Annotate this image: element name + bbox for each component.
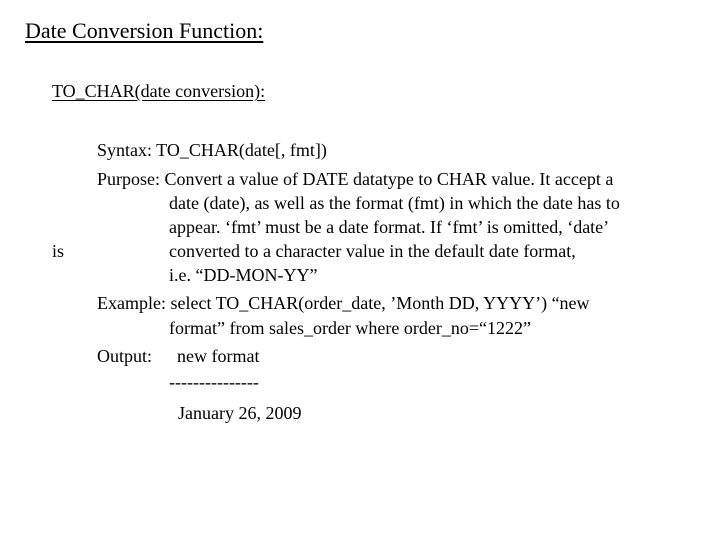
purpose-line-3: appear. ‘fmt’ must be a date format. If ‘fmt’ is omitted, ‘date’: [169, 217, 610, 237]
example-line-2: format” from sales_order where order_no=“1222”: [169, 318, 532, 338]
output-separator: ---------------: [169, 372, 259, 392]
purpose-line-1: Purpose: Convert a value of DATE datatype to CHAR value. It accept a: [97, 169, 614, 189]
section-heading: TO_CHAR(date conversion):: [52, 81, 266, 101]
output-value: January 26, 2009: [178, 403, 302, 423]
purpose-line-5: i.e. “DD-MON-YY”: [169, 265, 318, 285]
output-column-header: new format: [177, 346, 260, 366]
purpose-stray-word: is: [52, 241, 65, 261]
example-line-1: Example: select TO_CHAR(order_date, ’Month DD, YYYY’) “new: [97, 293, 590, 313]
purpose-line-2: date (date), as well as the format (fmt) in which the date has to: [169, 193, 620, 213]
purpose-line-4: converted to a character value in the default date format,: [169, 241, 576, 261]
output-label: Output:: [97, 346, 153, 366]
page-title: Date Conversion Function:: [25, 18, 264, 43]
syntax-line: Syntax: TO_CHAR(date[, fmt]): [97, 140, 327, 160]
